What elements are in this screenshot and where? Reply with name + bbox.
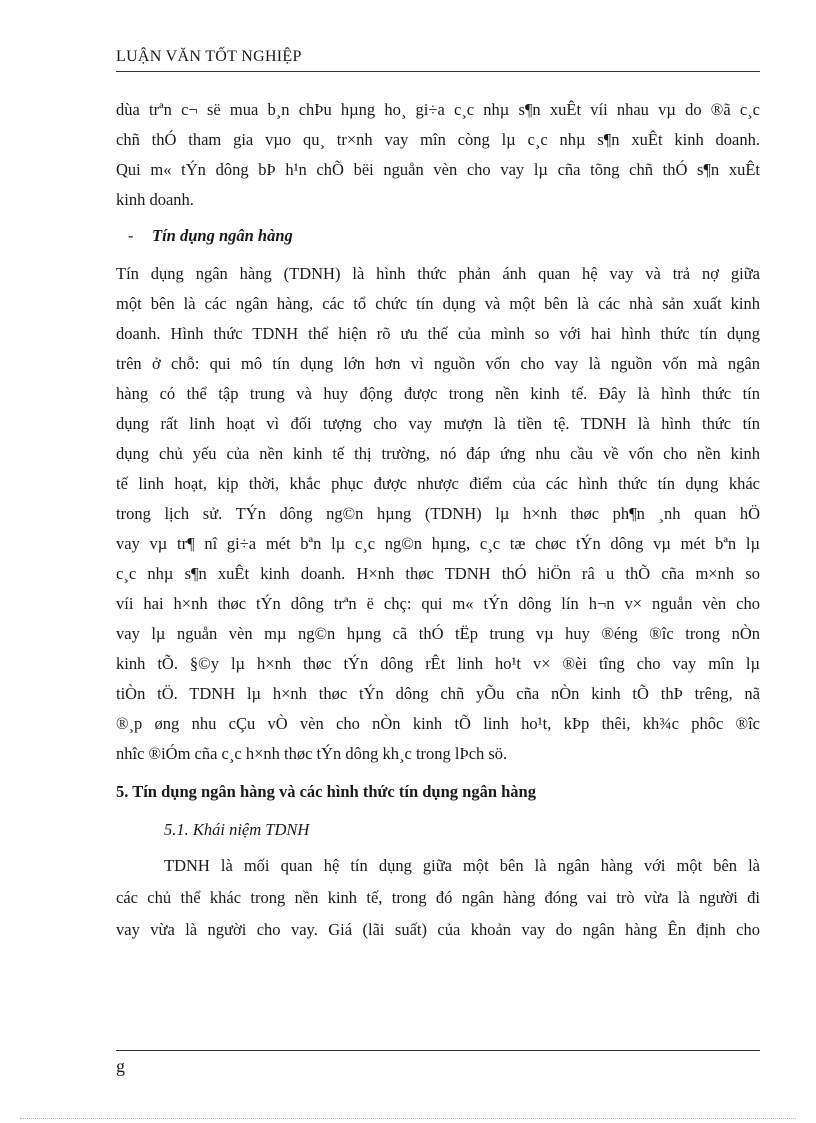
paragraph-line: ®¸p øng nhu cÇu vÒ vèn cho nÒn kinh tÕ linh ho¹t, kÞp thêi, kh¾c phôc ®îc: [116, 714, 760, 733]
header-rule: [116, 71, 760, 72]
bullet-dash: -: [128, 226, 134, 245]
subsection-heading: 5.1. Khái niệm TDNH: [164, 820, 310, 839]
paragraph-line: nhîc ®iÓm cña c¸c h×nh thøc tÝn dông kh¸c trong lÞch sö.: [116, 744, 508, 763]
paragraph-line: một bên là các ngân hàng, các tổ chức tín dụng và một bên là các nhà sản xuất kinh: [116, 294, 760, 313]
page-edge-dotted-line: [20, 1118, 796, 1119]
paragraph-line: các chủ thể khác trong nền kinh tế, trong đó ngân hàng đóng vai trò vừa là người đi: [116, 888, 760, 907]
paragraph-line: trong lịch sử. TÝn dông ng©n hµng (TDNH) lµ h×nh thøc ph¶n ¸nh quan hÖ: [116, 504, 760, 523]
footer-rule: [116, 1050, 760, 1051]
paragraph-line: TDNH là mối quan hệ tín dụng giữa một bên là ngân hàng với một bên là: [164, 856, 760, 875]
bullet-text: Tín dụng ngân hàng: [152, 226, 293, 245]
running-header: LUẬN VĂN TỐT NGHIỆP: [116, 48, 302, 65]
section-heading: 5. Tín dụng ngân hàng và các hình thức tín dụng ngân hàng: [116, 782, 536, 801]
paragraph-line: chñ thÓ tham gia vµo qu¸ tr×nh vay mîn còng lµ c¸c nhµ s¶n xuÊt kinh doanh.: [116, 130, 760, 149]
paragraph-line: vay lµ nguån vèn mµ ng©n hµng cã thÓ tËp trung vµ huy ®éng ®îc trong nÒn: [116, 624, 760, 643]
paragraph-line: kinh doanh.: [116, 190, 194, 209]
paragraph-line: Qui m« tÝn dông bÞ h¹n chÕ bëi nguån vèn cho vay lµ cña tõng chñ thÓ s¶n xuÊt: [116, 160, 760, 179]
paragraph-line: trên ở chỗ: qui mô tín dụng lớn hơn vì nguồn vốn cho vay là nguồn vốn mà ngân: [116, 354, 760, 373]
paragraph-line: dùa trªn c¬ së mua b¸n chÞu hµng ho¸ gi÷a c¸c nhµ s¶n xuÊt víi nhau vµ do ®ã c¸c: [116, 100, 760, 119]
paragraph-line: c¸c nhµ s¶n xuÊt kinh doanh. H×nh thøc TDNH thÓ hiÖn râ u thÕ cña m×nh so: [116, 564, 760, 583]
paragraph-line: vay vừa là người cho vay. Giá (lãi suất) của khoản vay do ngân hàng Ên định cho: [116, 920, 760, 939]
bullet-item: [116, 224, 293, 248]
paragraph-line: dụng chủ yếu của nền kinh tế thị trường, nó đáp ứng nhu cầu về vốn cho nền kinh: [116, 444, 760, 463]
paragraph-line: dụng rất linh hoạt vì đối tượng cho vay mượn là tiền tệ. TDNH là hình thức tín: [116, 414, 760, 433]
page-number: g: [116, 1056, 125, 1076]
paragraph-line: doanh. Hình thức TDNH thể hiện rõ ưu thế của mình so với hai hình thức tín dụng: [116, 324, 760, 343]
paragraph-line: tiÒn tÖ. TDNH lµ h×nh thøc tÝn dông chñ yÕu cña nÒn kinh tÕ thÞ trêng, nã: [116, 684, 760, 703]
paragraph-line: hàng có thể tập trung và huy động được trong nền kinh tế. Đây là hình thức tín: [116, 384, 760, 403]
paragraph-line: kinh tÕ. §©y lµ h×nh thøc tÝn dông rÊt linh ho¹t v× ®èi tîng cho vay mîn lµ: [116, 654, 760, 673]
paragraph-line: víi hai h×nh thøc tÝn dông trªn ë chç: qui m« tÝn dông lín h¬n v× nguån vèn cho: [116, 594, 760, 613]
paragraph-line: vay vµ tr¶ nî gi÷a mét bªn lµ c¸c ng©n hµng, c¸c tæ chøc tÝn dông vµ mét bªn lµ: [116, 534, 760, 553]
paragraph-line: tế linh hoạt, kịp thời, khắc phục được nhược điểm của các hình thức tín dụng khác: [116, 474, 760, 493]
paragraph-line: Tín dụng ngân hàng (TDNH) là hình thức phản ánh quan hệ vay và trả nợ giữa: [116, 264, 760, 283]
